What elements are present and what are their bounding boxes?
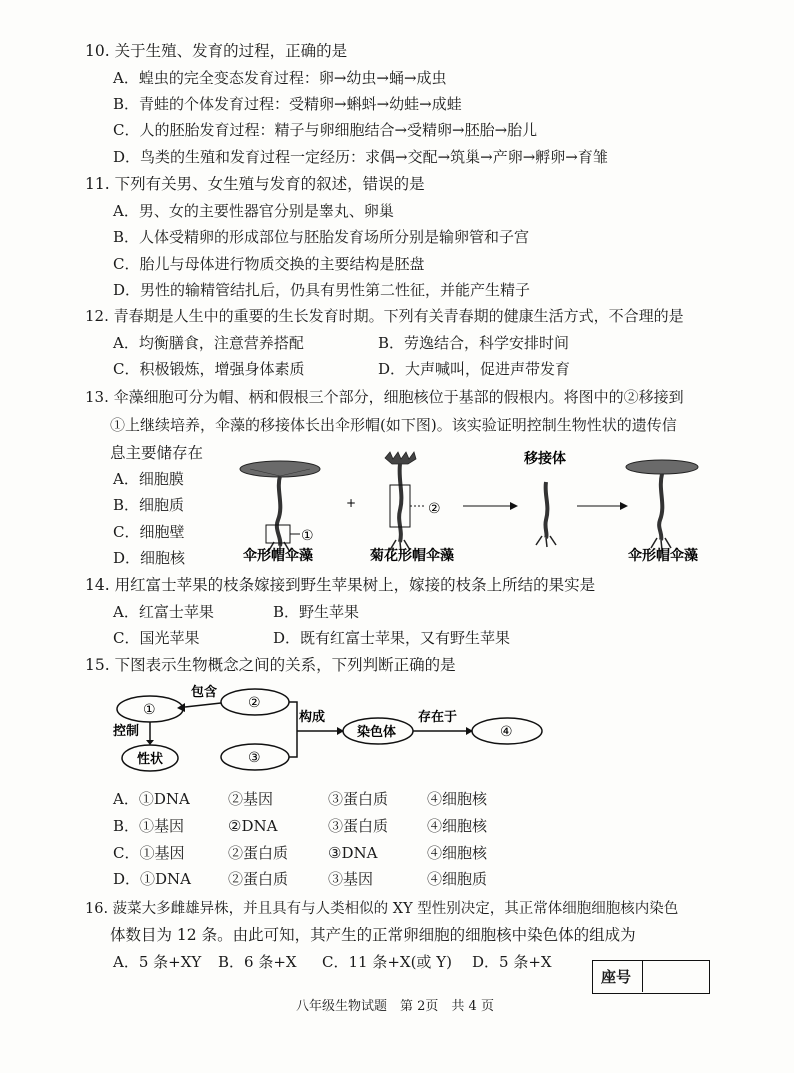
chromosome-label: 染色体: [357, 725, 397, 740]
seat-box-divider: [642, 961, 643, 992]
q12-option-b: B．劳逸结合，科学安排时间: [378, 334, 570, 352]
q15-row-b-col2: ②DNA: [228, 817, 278, 835]
q15-row-a-col1: A．①DNA: [113, 790, 190, 808]
q11-stem: 11. 下列有关男、女生殖与发育的叙述，错误的是: [85, 175, 425, 193]
q15-row-d-col3: ③基因: [328, 870, 374, 888]
q16-stem-line2: 体数目为 12 条。由此可知，其产生的正常卵细胞的细胞核中染色体的组成为: [110, 926, 636, 944]
q15-row-b-col3: ③蛋白质: [328, 817, 389, 835]
q14-option-a: A．红富士苹果: [113, 603, 214, 621]
q13-stem-line3: 息主要储存在: [110, 444, 204, 462]
page-footer: 八年级生物试题 第 2页 共 4 页: [296, 999, 494, 1014]
q10-option-d: D．鸟类的生殖和发育过程一定经历：求偶→交配→筑巢→产卵→孵卵→育雏: [113, 148, 608, 166]
q13-stem-line2: ①上继续培养，伞藻的移接体长出伞形帽(如下图)。该实验证明控制生物性状的遗传信: [110, 416, 677, 434]
node-3-label: ③: [248, 750, 261, 766]
q14-option-d: D．既有红富士苹果，又有野生苹果: [273, 629, 511, 647]
q15-row-b-col4: ④细胞核: [427, 817, 488, 835]
q15-stem: 15. 下图表示生物概念之间的关系，下列判断正确的是: [85, 656, 456, 674]
q13-option-d: D．细胞核: [113, 549, 186, 567]
q10-stem: 10. 关于生殖、发育的过程，正确的是: [85, 42, 348, 60]
q15-row-d-col4: ④细胞质: [427, 870, 488, 888]
label-umbrella-plant: 伞形帽伞藻: [243, 548, 313, 564]
control-label: 控制: [113, 724, 140, 739]
node-4-label: ④: [500, 724, 513, 740]
label-result-plant: 伞形帽伞藻: [628, 548, 698, 564]
node-1-label: ①: [143, 702, 156, 718]
q13-option-c: C．细胞壁: [113, 523, 185, 541]
graft-plant: [523, 450, 566, 547]
q16-option-b: B．6 条+X: [218, 953, 297, 971]
q13-stem-line1: 13. 伞藻细胞可分为帽、柄和假根三个部分，细胞核位于基部的假根内。将图中的②移接到: [85, 388, 684, 406]
q15-row-c-col3: ③DNA: [328, 844, 378, 862]
q16-option-a: A．5 条+XY: [113, 953, 202, 971]
q10-option-b: B．青蛙的个体发育过程：受精卵→蝌蚪→幼蛙→成蛙: [113, 95, 462, 113]
q10-option-a: A．蝗虫的完全变态发育过程：卵→幼虫→蛹→成虫: [113, 69, 447, 87]
result-umbrella-plant: [626, 460, 698, 550]
mark-2: ②: [428, 501, 441, 517]
trait-label: 性状: [137, 752, 164, 767]
q14-option-c: C．国光苹果: [113, 629, 200, 647]
q15-row-a-col3: ③蛋白质: [328, 790, 389, 808]
seat-number-box: [592, 960, 710, 994]
label-chrysanthemum-plant: 菊花形帽伞藻: [370, 548, 454, 564]
compose-label: 构成: [299, 710, 326, 725]
q14-option-b: B．野生苹果: [273, 603, 360, 621]
q15-row-d-col2: ②蛋白质: [228, 870, 289, 888]
exist-in-label: 存在于: [418, 710, 458, 725]
q16-stem-line1: 16. 菠菜大多雌雄异株，并且具有与人类相似的 XY 型性别决定，其正常体细胞细胞核内染色: [85, 901, 679, 917]
chrysanthemum-cap-plant: [385, 452, 441, 552]
q16-option-c: C．11 条+X(或 Y): [322, 953, 452, 971]
umbrella-cap-plant: [240, 461, 320, 554]
q11-option-b: B．人体受精卵的形成部位与胚胎发育场所分别是输卵管和子宫: [113, 228, 530, 246]
q16-option-d: D．5 条+X: [472, 953, 552, 971]
q15-row-c-col1: C．①基因: [113, 844, 185, 862]
q13-option-a: A．细胞膜: [113, 470, 184, 488]
q15-row-c-col2: ②蛋白质: [228, 844, 289, 862]
q14-stem: 14. 用红富士苹果的枝条嫁接到野生苹果树上，嫁接的枝条上所结的果实是: [85, 576, 596, 594]
q11-option-a: A．男、女的主要性器官分别是睾丸、卵巢: [113, 202, 394, 220]
q12-option-d: D．大声喊叫，促进声带发育: [378, 360, 571, 378]
q15-row-a-col2: ②基因: [228, 790, 274, 808]
seat-number-field[interactable]: [644, 961, 708, 992]
mark-1: ①: [301, 528, 314, 544]
q12-option-a: A．均衡膳食，注意营养搭配: [113, 334, 304, 352]
q12-stem: 12. 青春期是人生中的重要的生长发育时期。下列有关青春期的健康生活方式，不合理的是: [85, 307, 684, 325]
q13-option-b: B．细胞质: [113, 496, 185, 514]
plus-sign: +: [346, 496, 357, 510]
q11-option-d: D．男性的输精管结扎后，仍具有男性第二性征，并能产生精子: [113, 281, 531, 299]
q15-row-a-col4: ④细胞核: [427, 790, 488, 808]
concept-diagram: [105, 678, 565, 788]
q15-row-d-col1: D．①DNA: [113, 870, 192, 888]
q10-option-c: C．人的胚胎发育过程：精子与卵细胞结合→受精卵→胚胎→胎儿: [113, 121, 538, 139]
include-label: 包含: [191, 685, 218, 700]
q15-row-c-col4: ④细胞核: [427, 844, 488, 862]
q15-row-b-col1: B．①基因: [113, 817, 185, 835]
q12-option-c: C．积极锻炼，增强身体素质: [113, 360, 305, 378]
node-2-label: ②: [248, 695, 261, 711]
label-graft: 移接体: [524, 451, 566, 467]
acetabularia-figure: [230, 450, 730, 570]
seat-number-label: 座号: [601, 968, 632, 986]
q11-option-c: C．胎儿与母体进行物质交换的主要结构是胚盘: [113, 255, 425, 273]
